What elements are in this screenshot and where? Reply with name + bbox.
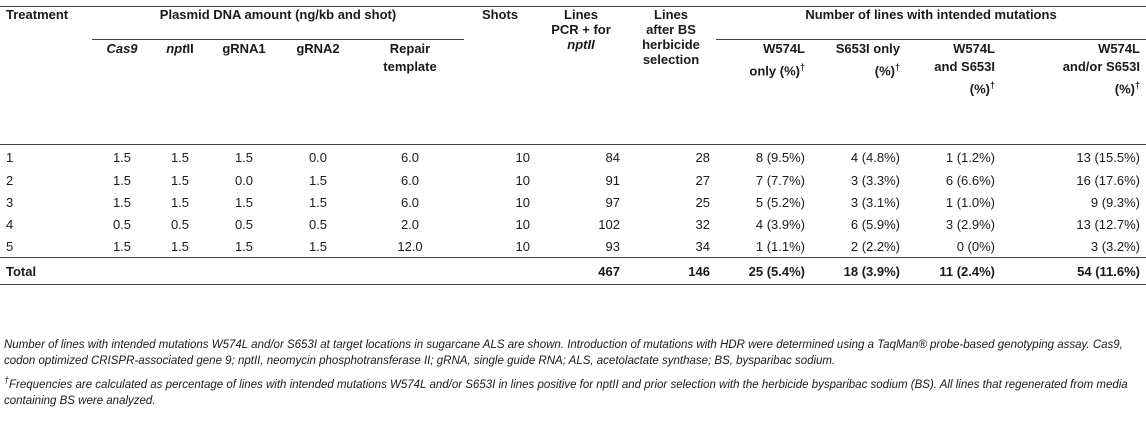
table-row bbox=[0, 145, 1146, 170]
cell-w574l: 7 (7.7%) bbox=[755, 172, 805, 188]
cell-bs: 27 bbox=[695, 172, 710, 188]
cell-both: 1 (1.2%) bbox=[906, 145, 1001, 170]
cell-treatment: 4 bbox=[6, 216, 14, 232]
lines-bs-header-l2: after BS bbox=[646, 22, 696, 37]
mutations-group-header: Number of lines with intended mutations bbox=[716, 7, 1146, 40]
cell-both: 3 (2.9%) bbox=[945, 216, 995, 232]
cell-pcr: 97 bbox=[605, 194, 620, 210]
header-row-1 bbox=[0, 7, 1146, 40]
grna1-header: gRNA1 bbox=[222, 41, 266, 56]
cell-grna1: 1.5 bbox=[234, 238, 254, 254]
table-row bbox=[0, 169, 1146, 191]
lines-bs-header-l4: selection bbox=[642, 52, 700, 67]
cell-s653i: 4 (4.8%) bbox=[811, 145, 906, 170]
lines-bs-header bbox=[626, 7, 716, 145]
footnote-frequencies: †Frequencies are calculated as percentage of lines with intended mutations W574L and/or S653I in lines positive for nptII and prior selection with the herbicide bysparibac sodium (BS). All lines that regenerated from media containing BS were analyzed. bbox=[4, 375, 1128, 407]
cell-either: 9 (9.3%) bbox=[1090, 194, 1140, 210]
cell-w574l: 4 (3.9%) bbox=[755, 216, 805, 232]
lines-bs-header-l1: Lines bbox=[654, 7, 688, 22]
cell-both: 0 (0%) bbox=[956, 238, 995, 254]
cell-w574l: 5 (5.2%) bbox=[755, 194, 805, 210]
cell-cas9: 1.5 bbox=[112, 238, 132, 254]
cell-shots: 10 bbox=[515, 172, 530, 188]
total-either: 54 (11.6%) bbox=[1001, 258, 1146, 285]
total-w574l: 25 (5.4%) bbox=[716, 258, 811, 285]
cell-both: 6 (6.6%) bbox=[945, 172, 995, 188]
cell-cas9: 1.5 bbox=[112, 194, 132, 210]
cell-both: 1 (1.0%) bbox=[945, 194, 995, 210]
table-row bbox=[0, 213, 1146, 235]
cell-s653i: 3 (3.1%) bbox=[850, 194, 900, 210]
total-both: 11 (2.4%) bbox=[906, 258, 1001, 285]
cell-cas9: 1.5 bbox=[112, 172, 132, 188]
cell-grna1: 1.5 bbox=[234, 194, 254, 210]
cell-nptii: 1.5 bbox=[152, 145, 208, 170]
lines-pcr-header-l3: nptII bbox=[567, 37, 595, 52]
cell-pcr: 91 bbox=[605, 172, 620, 188]
plasmid-group-header: Plasmid DNA amount (ng/kb and shot) bbox=[92, 7, 464, 40]
cell-bs: 34 bbox=[695, 238, 710, 254]
table-footnotes bbox=[4, 337, 1140, 409]
s653i-only-header: S653I only (%)† bbox=[835, 41, 900, 79]
cas9-header: Cas9 bbox=[106, 41, 138, 56]
cell-s653i: 3 (3.3%) bbox=[850, 172, 900, 188]
table-body bbox=[0, 145, 1146, 258]
repair-template-header: Repair template bbox=[383, 41, 437, 74]
cell-repair: 2.0 bbox=[400, 216, 420, 232]
cell-grna2: 1.5 bbox=[308, 194, 328, 210]
nptii-header: nptII bbox=[166, 41, 194, 56]
lines-pcr-header bbox=[536, 7, 626, 145]
cell-either: 13 (12.7%) bbox=[1076, 216, 1140, 232]
lines-bs-header-l3: herbicide bbox=[642, 37, 700, 52]
cell-s653i: 2 (2.2%) bbox=[850, 238, 900, 254]
cell-cas9: 0.5 bbox=[112, 216, 132, 232]
total-bs: 146 bbox=[626, 258, 716, 285]
treatment-header: Treatment bbox=[6, 7, 69, 22]
footnote-abbreviations: Number of lines with intended mutations W574L and/or S653I at target locations in sugarcane ALS are shown. Introduction of mutations with HDR were determined using a TaqMan® probe-based genotyping assay. Cas9, codon optimized CRISPR-associated gene 9; nptII, neomycin phosphotransferase II; gRNA, single guide RNA; ALS, acetolactate synthase; BS, bysparibac sodium. bbox=[4, 339, 1123, 367]
grna2-header: gRNA2 bbox=[296, 41, 340, 56]
cell-pcr: 93 bbox=[605, 238, 620, 254]
cell-grna2: 1.5 bbox=[308, 238, 328, 254]
cell-bs: 28 bbox=[626, 145, 716, 170]
cell-nptii: 1.5 bbox=[170, 194, 190, 210]
cell-grna2: 1.5 bbox=[308, 172, 328, 188]
cell-treatment: 3 bbox=[6, 194, 14, 210]
cell-shots: 10 bbox=[515, 238, 530, 254]
cell-bs: 32 bbox=[695, 216, 710, 232]
cell-either: 16 (17.6%) bbox=[1076, 172, 1140, 188]
cell-grna2: 0.0 bbox=[280, 145, 356, 170]
cell-either: 13 (15.5%) bbox=[1001, 145, 1146, 170]
cell-w574l: 1 (1.1%) bbox=[755, 238, 805, 254]
both-mutations-header: W574L and S653I (%)† bbox=[934, 41, 995, 97]
cell-repair: 6.0 bbox=[356, 145, 464, 170]
cell-grna1: 0.0 bbox=[234, 172, 254, 188]
total-pcr: 467 bbox=[536, 258, 626, 285]
cell-shots: 10 bbox=[515, 194, 530, 210]
either-mutation-header: W574L and/or S653I (%)† bbox=[1062, 41, 1140, 97]
cell-repair: 6.0 bbox=[400, 172, 420, 188]
results-table bbox=[0, 6, 1146, 285]
cell-shots: 10 bbox=[515, 216, 530, 232]
cell-pcr: 102 bbox=[598, 216, 620, 232]
cell-pcr: 84 bbox=[536, 145, 626, 170]
table-row bbox=[0, 191, 1146, 213]
cell-bs: 25 bbox=[695, 194, 710, 210]
table-row bbox=[0, 235, 1146, 258]
cell-either: 3 (3.2%) bbox=[1090, 238, 1140, 254]
total-label: Total bbox=[0, 258, 92, 285]
cell-shots: 10 bbox=[464, 145, 536, 170]
cell-s653i: 6 (5.9%) bbox=[850, 216, 900, 232]
lines-pcr-header-l2: PCR + for bbox=[551, 22, 611, 37]
cell-grna1: 1.5 bbox=[208, 145, 280, 170]
w574l-only-header: W574L only (%)† bbox=[749, 41, 805, 79]
cell-repair: 12.0 bbox=[397, 238, 423, 254]
cell-grna2: 0.5 bbox=[308, 216, 328, 232]
cell-nptii: 0.5 bbox=[170, 216, 190, 232]
cell-grna1: 0.5 bbox=[234, 216, 254, 232]
cell-repair: 6.0 bbox=[400, 194, 420, 210]
cell-treatment: 5 bbox=[6, 238, 14, 254]
cell-treatment: 2 bbox=[6, 172, 14, 188]
cell-nptii: 1.5 bbox=[170, 238, 190, 254]
lines-pcr-header-l1: Lines bbox=[564, 7, 598, 22]
shots-header: Shots bbox=[481, 7, 519, 22]
cell-w574l: 8 (9.5%) bbox=[716, 145, 811, 170]
cell-nptii: 1.5 bbox=[170, 172, 190, 188]
cell-cas9: 1.5 bbox=[92, 145, 152, 170]
total-row bbox=[0, 258, 1146, 285]
cell-treatment: 1 bbox=[0, 145, 92, 170]
total-s653i: 18 (3.9%) bbox=[811, 258, 906, 285]
